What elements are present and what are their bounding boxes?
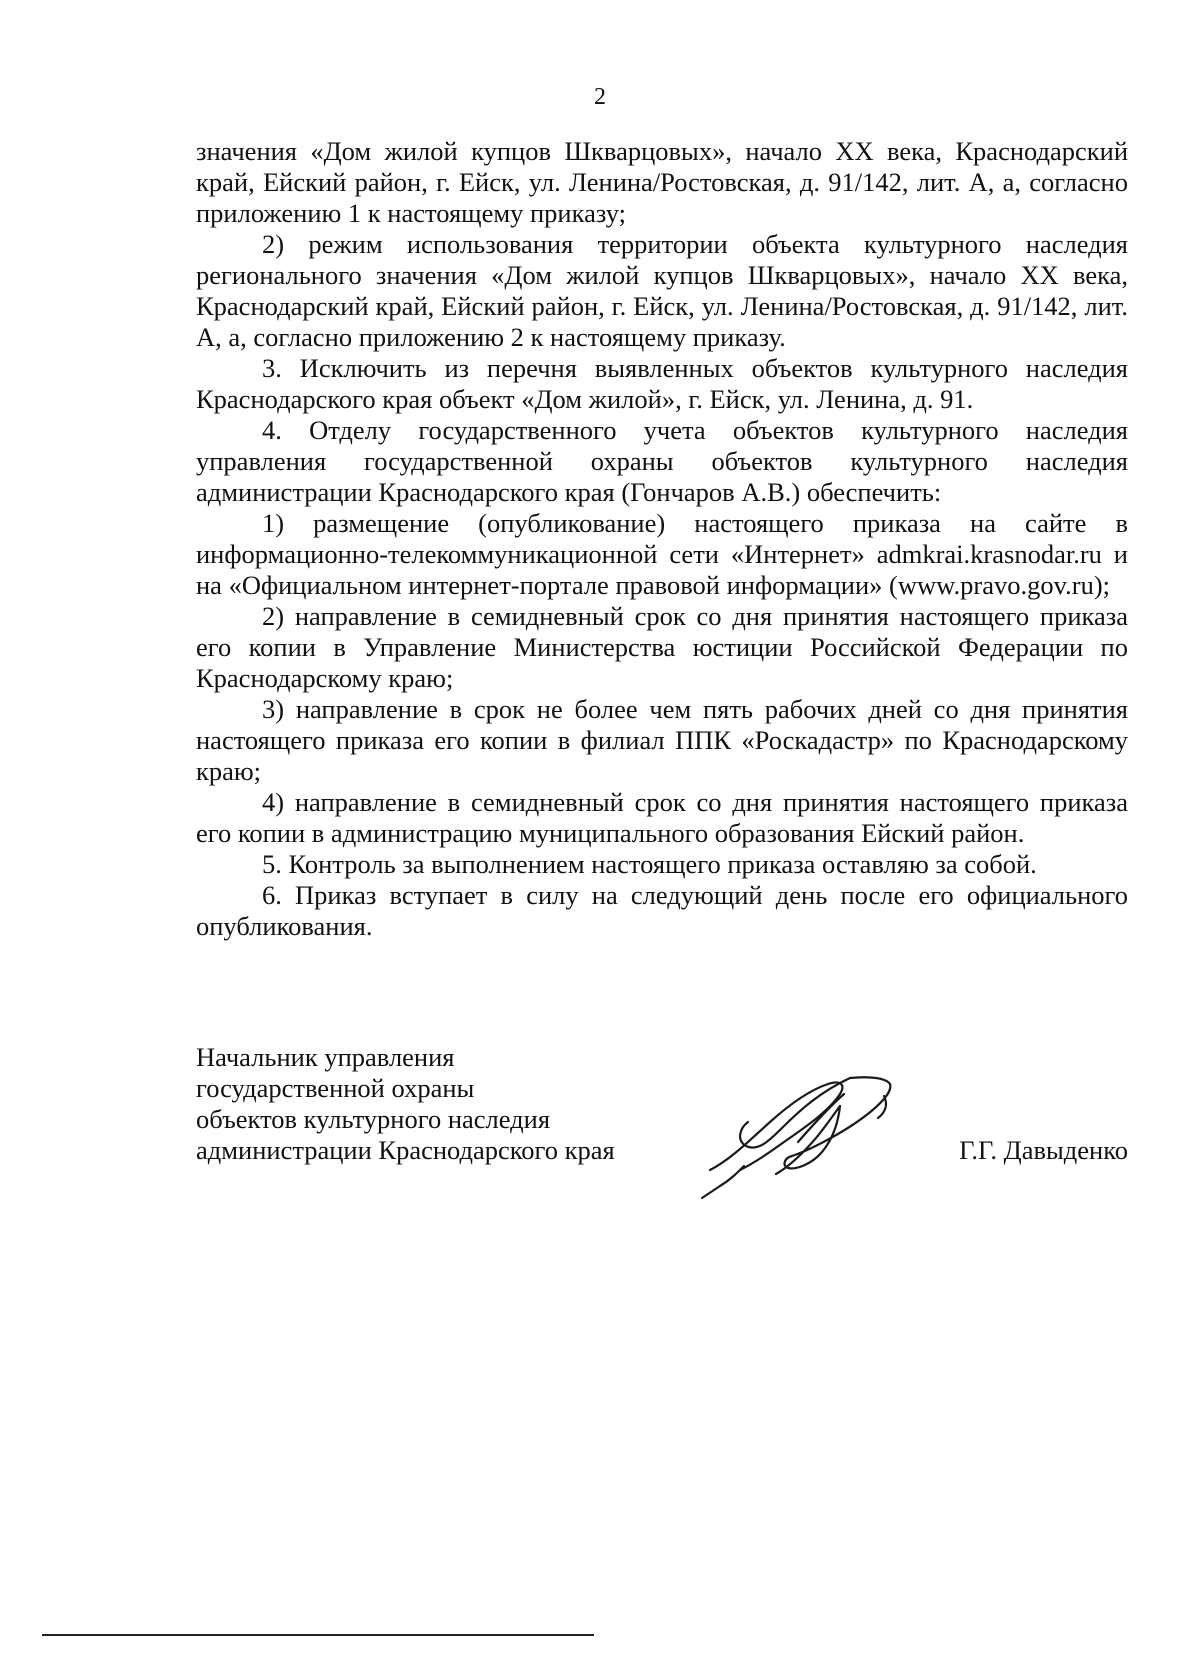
paragraph-exclude-from-list: 3. Исключить из перечня выявленных объектов культурного наследия Краснодарского края объект «Дом жилой», г. Ейск, ул. Ленина, д. 91. <box>196 353 1128 414</box>
handwritten-signature <box>700 1070 910 1200</box>
signatory-title-line: администрации Краснодарского края <box>196 1135 615 1165</box>
paragraph-usage-regime: 2) режим использования территории объекта культурного наследия регионального значения «Дом жилой купцов Шкварцовых», начало XX века, Краснодарский край, Ейский район, г. Ейск, ул. Ленина/Ростовская, д. 91/142, лит. А, а, согласно приложению 2 к настоящему приказу. <box>196 229 1128 352</box>
paragraph-continuation: значения «Дом жилой купцов Шкварцовых», начало XX века, Краснодарский край, Ейский район, г. Ейск, ул. Ленина/Ростовская, д. 91/142, лит. А, а, согласно приложению 1 к настоящему приказу; <box>196 136 1128 228</box>
document-body <box>196 136 1128 942</box>
paragraph-publication: 1) размещение (опубликование) настоящего приказа на сайте в информационно-телекоммуникационной сети «Интернет» admkrai.krasnodar.ru и на «Официальном интернет-портале правовой информации» (www.pravo.gov.ru); <box>196 508 1128 600</box>
signer-name: Г.Г. Давыденко <box>959 1135 1128 1165</box>
paragraph-department-duties: 4. Отделу государственного учета объектов культурного наследия управления государственной охраны объектов культурного наследия администрации Краснодарского края (Гончаров А.В.) обеспечить: <box>196 415 1128 507</box>
paragraph-control: 5. Контроль за выполнением настоящего приказа оставляю за собой. <box>262 849 1037 879</box>
page-number: 2 <box>594 84 606 110</box>
paragraph-ministry-copy: 2) направление в семидневный срок со дня принятия настоящего приказа его копии в Управление Министерства юстиции Российской Федерации по Краснодарскому краю; <box>196 601 1128 693</box>
signatory-title-line: Начальник управления <box>196 1042 455 1072</box>
signatory-title-line: объектов культурного наследия <box>196 1104 551 1134</box>
paragraph-entry-into-force: 6. Приказ вступает в силу на следующий день после его официального опубликования. <box>196 880 1128 941</box>
signatory-title-line: государственной охраны <box>196 1073 475 1103</box>
signatory-title <box>196 1042 656 1166</box>
footer-divider <box>42 1634 594 1636</box>
paragraph-municipality-copy: 4) направление в семидневный срок со дня принятия настоящего приказа его копии в администрацию муниципального образования Ейский район. <box>196 787 1128 848</box>
paragraph-roskadastr-copy: 3) направление в срок не более чем пять рабочих дней со дня принятия настоящего приказа его копии в филиал ППК «Роскадастр» по Краснодарскому краю; <box>196 694 1128 786</box>
